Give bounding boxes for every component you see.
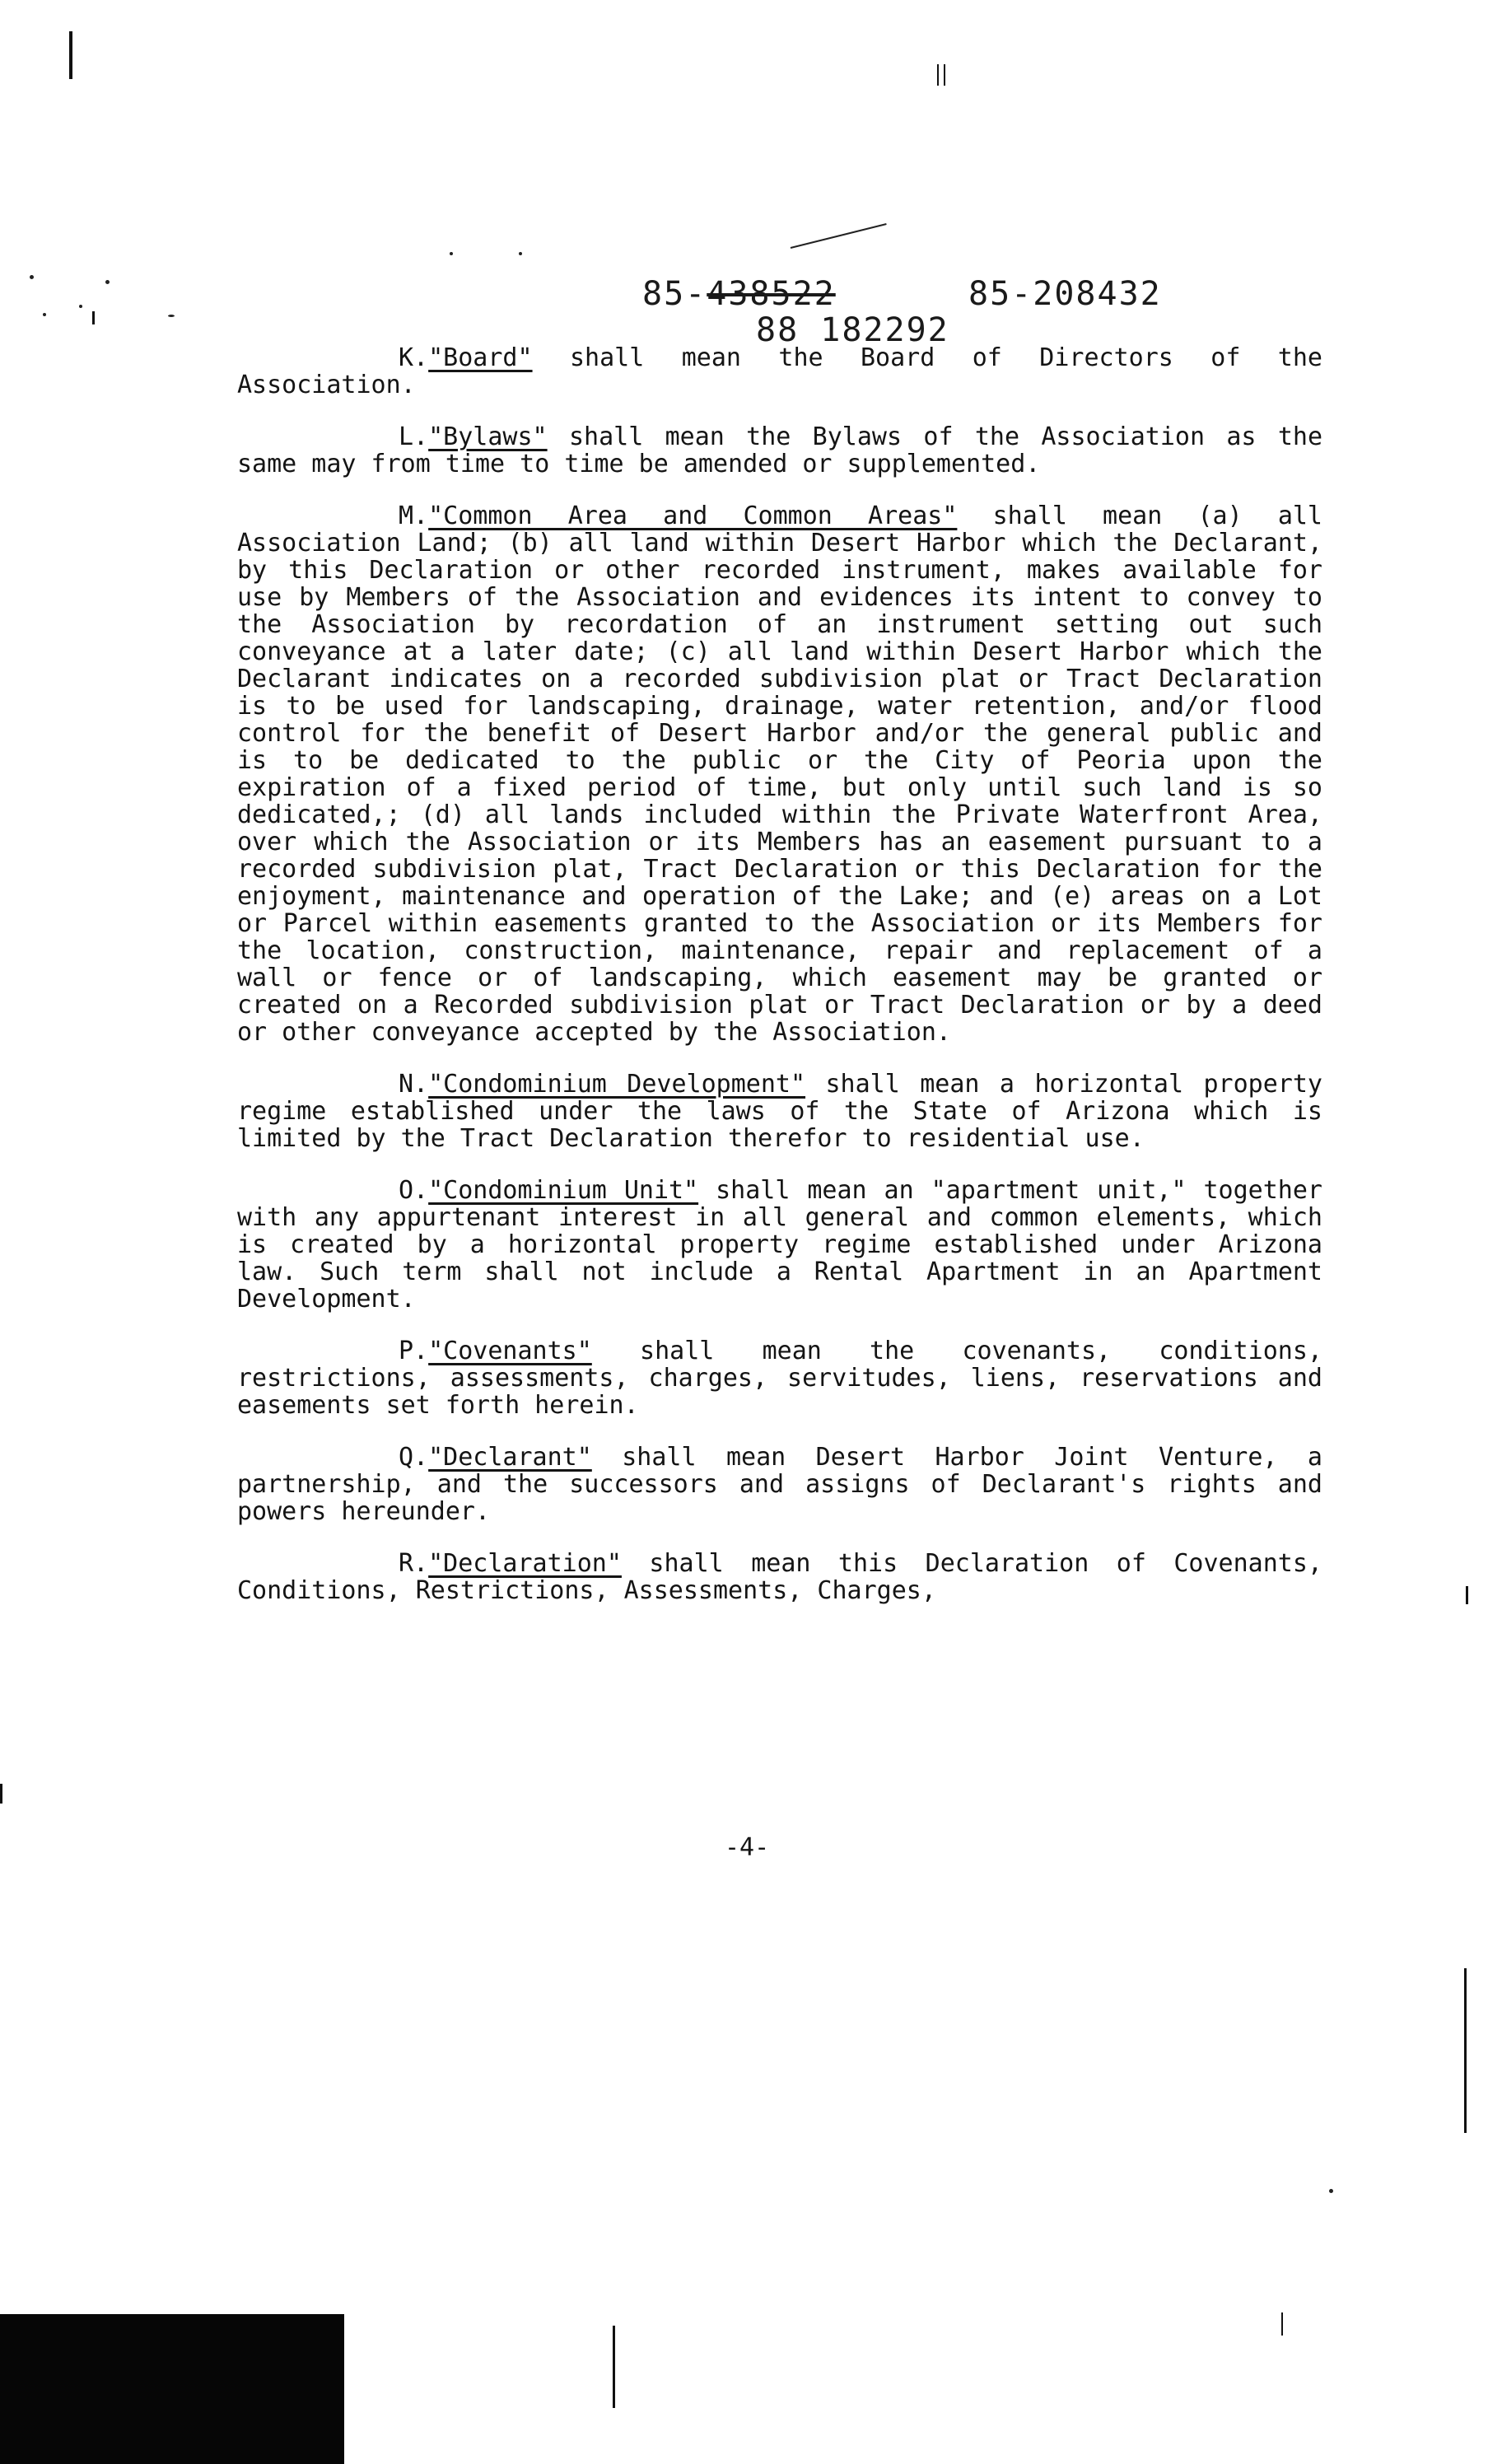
definition-o: O."Condominium Unit" shall mean an "apartment unit," together with any appurtenant interest in all general and common elements, which is created by a horizontal property regime established under Arizona law. Such term shall not include a Rental Apartment in an Apartment Development. bbox=[237, 1176, 1322, 1314]
defined-term: "Board" bbox=[428, 343, 533, 372]
defined-term: "Declarant" bbox=[428, 1443, 592, 1472]
scan-speck bbox=[450, 252, 453, 255]
scan-speck bbox=[1329, 2189, 1333, 2193]
definition-p: P."Covenants" shall mean the covenants, conditions, restrictions, assessments, charges, servitudes, liens, reservations and easements set forth herein. bbox=[237, 1337, 1322, 1420]
old-recording-number: 85-438522 bbox=[642, 275, 836, 313]
defined-term: "Condominium Unit" bbox=[428, 1176, 699, 1205]
defined-term: "Covenants" bbox=[428, 1337, 592, 1365]
scan-speck bbox=[43, 313, 46, 316]
definition-k: K."Board" shall mean the Board of Directors of the Association. bbox=[237, 343, 1322, 399]
scan-mark-right-2 bbox=[1464, 1968, 1467, 2133]
scan-speck bbox=[30, 275, 34, 279]
scan-mark-left bbox=[69, 31, 72, 79]
definition-n: N."Condominium Development" shall mean a horizontal property regime established under the laws of the State of Arizona which is limited by the Tract Declaration therefor to residential use. bbox=[237, 1070, 1322, 1153]
definition-m: M."Common Area and Common Areas" shall mean (a) all Association Land; (b) all land within Desert Harbor which the Declarant, by this Declaration or other recorded instrument, makes available for use by Members of the Association and evidences its intent to convey to the Association by recordation of an instrument setting out such conveyance at a later date; (c) all land within Desert Harbor which the Declarant indicates on a recorded subdivision plat or Tract Declaration is to be used for landscaping, drainage, water retention, and/or flood control for the benefit of Desert Harbor and/or the general public and is to be dedicated to the public or the City of Peoria upon the expiration of a fixed period of time, but only until such land is so dedicated,; (d) all lands included within the Private Waterfront Area, over which the Association or its Members has an easement pursuant to a recorded subdivision plat, Tract Declaration or this Declaration for the enjoyment, maintenance and operation of the Lake; and (e) areas on a Lot or Parcel within easements granted to the Association or its Members for the location, construction, maintenance, repair and replacement of a wall or fence or of landscaping, which easement may be granted or created on a Recorded subdivision plat or Tract Declaration or by a deed or other conveyance accepted by the Association. bbox=[237, 502, 1322, 1047]
scan-speck bbox=[105, 280, 110, 284]
scan-mark-bottom-2 bbox=[1281, 2312, 1283, 2336]
scan-speck bbox=[79, 305, 82, 308]
scan-mark-top-2 bbox=[944, 64, 945, 86]
page-number: -4- bbox=[725, 1833, 770, 1862]
handwritten-recording-number: 88 182292 bbox=[756, 311, 949, 349]
scan-mark-left-edge bbox=[0, 1784, 2, 1804]
definition-r: R."Declaration" shall mean this Declaration of Covenants, Conditions, Restrictions, Assessments, Charges, bbox=[237, 1549, 1322, 1605]
definition-q: Q."Declarant" shall mean Desert Harbor Joint Venture, a partnership, and the successors and assigns of Declarant's rights and powers hereunder. bbox=[237, 1443, 1322, 1526]
scan-mark-right bbox=[1466, 1586, 1468, 1604]
scan-mark bbox=[92, 311, 95, 324]
scan-speck bbox=[519, 252, 522, 255]
scan-mark-bottom bbox=[613, 2326, 615, 2408]
defined-term: "Bylaws" bbox=[428, 422, 548, 451]
scan-speck bbox=[168, 315, 175, 317]
defined-term: "Declaration" bbox=[428, 1549, 622, 1578]
defined-term: "Condominium Development" bbox=[428, 1070, 806, 1099]
new-recording-number: 85-208432 bbox=[968, 275, 1162, 313]
definitions-body bbox=[237, 344, 1322, 1629]
redaction-block bbox=[0, 2314, 344, 2464]
strike-hook-line bbox=[791, 223, 887, 249]
defined-term: "Common Area and Common Areas" bbox=[428, 502, 958, 530]
scan-mark-top bbox=[937, 64, 939, 86]
definition-l: L."Bylaws" shall mean the Bylaws of the Association as the same may from time to time be amended or supplemented. bbox=[237, 422, 1322, 478]
